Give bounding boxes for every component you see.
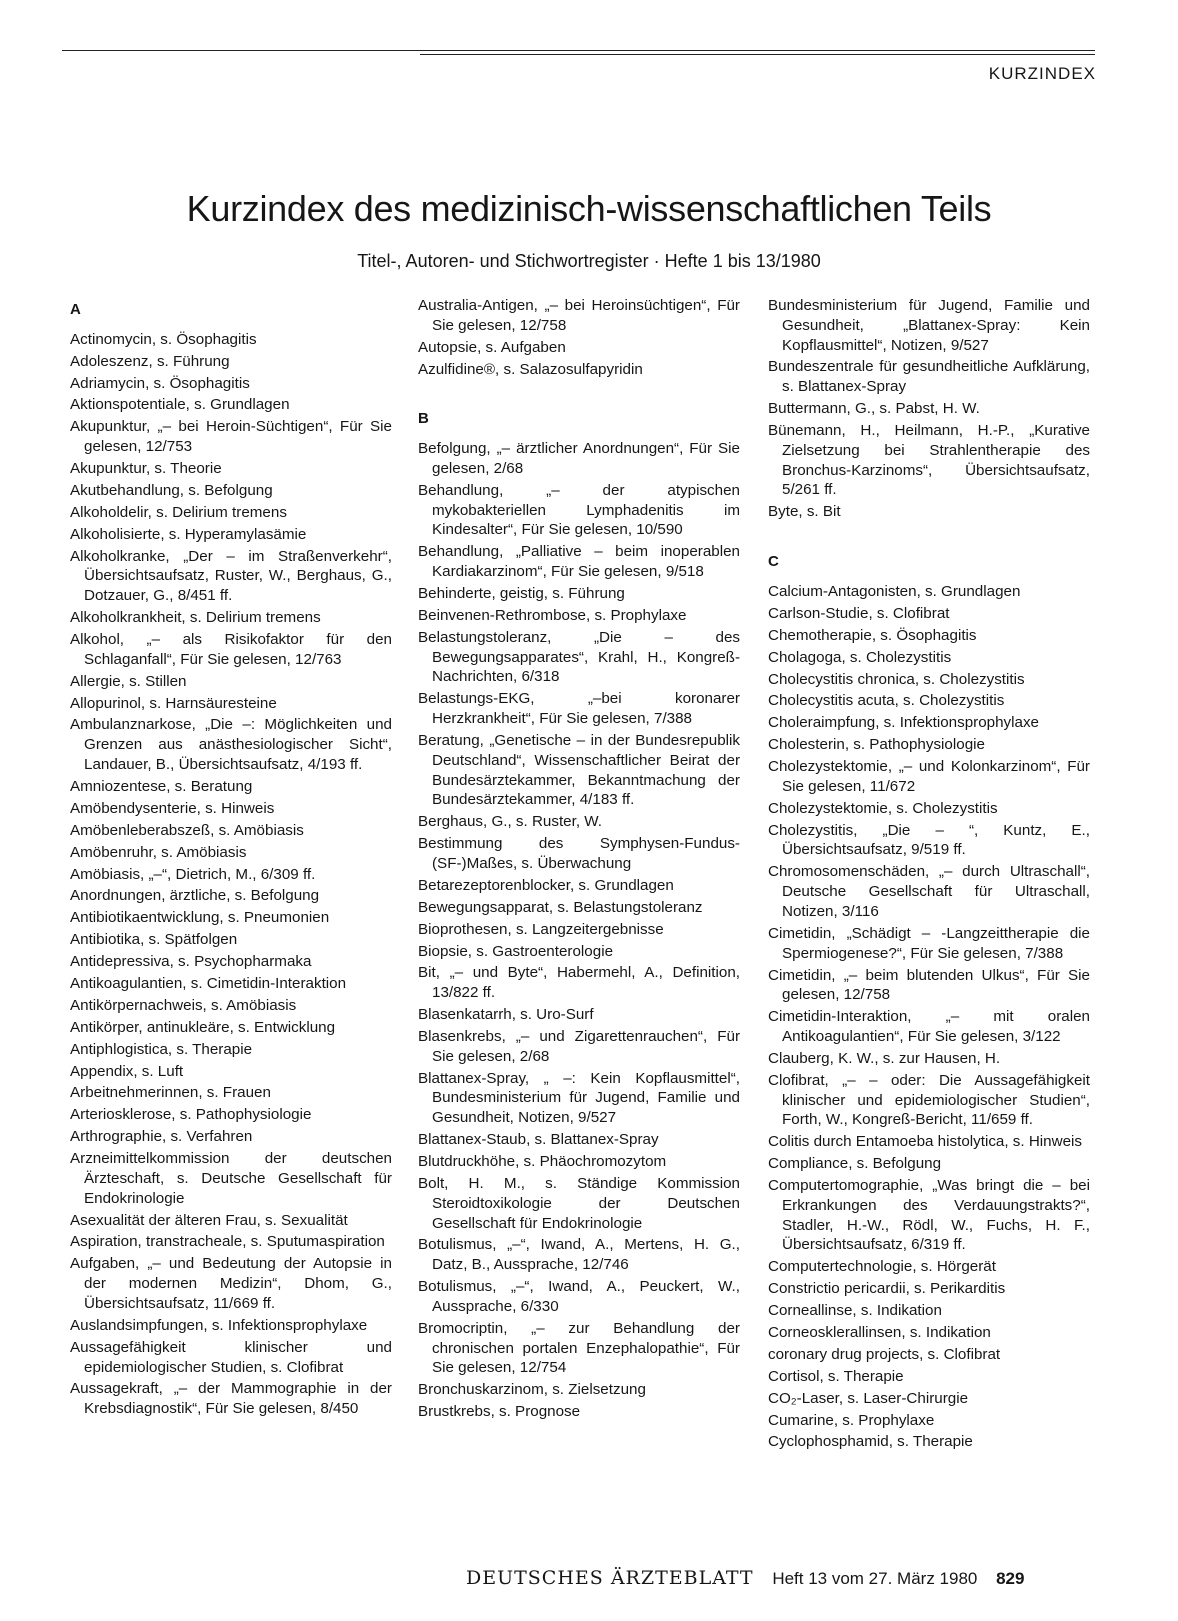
- index-entry: Appendix, s. Luft: [70, 1062, 184, 1080]
- index-entry: Azulfidine®, s. Salazosulfapyridin: [418, 360, 643, 378]
- index-entry: Botulismus, „–“, Iwand, A., Mertens, H. G., Datz, B., Aussprache, 12/746: [418, 1236, 740, 1274]
- index-entry: Aspiration, transtracheale, s. Sputumaspiration: [70, 1233, 385, 1251]
- index-entry: Cimetidin, „– beim blutenden Ulkus“, Für Sie gelesen, 12/758: [768, 966, 1090, 1004]
- index-entry: Antikörper, antinukleäre, s. Entwicklung: [70, 1018, 336, 1036]
- index-entry: Allopurinol, s. Harnsäuresteine: [70, 694, 277, 712]
- journal-name: DEUTSCHES ÄRZTEBLATT: [466, 1567, 754, 1589]
- index-entry: Behandlung, „Palliative – beim inoperablen Kardiakarzinom“, Für Sie gelesen, 9/518: [418, 543, 740, 581]
- index-entry: Clofibrat, „– – oder: Die Aussagefähigkeit klinischer und epidemiologischer Studien“, Forth, W., Kongreß-Bericht, 11/659 ff.: [768, 1071, 1090, 1129]
- index-entry: Colitis durch Entamoeba histolytica, s. Hinweis: [768, 1133, 1083, 1151]
- index-entry: Belastungs-EKG, „–bei koronarer Herzkrankheit“, Für Sie gelesen, 7/388: [418, 690, 740, 728]
- page-subtitle: Titel-, Autoren- und Stichwortregister · Hefte 1 bis 13/1980: [357, 251, 821, 271]
- index-entry: Blutdruckhöhe, s. Phäochromozytom: [418, 1153, 667, 1171]
- index-entry: Botulismus, „–“, Iwand, A., Peuckert, W., Aussprache, 6/330: [418, 1278, 740, 1315]
- index-entry: Bioprothesen, s. Langzeitergebnisse: [418, 920, 664, 938]
- index-entry: Cyclophosphamid, s. Therapie: [768, 1433, 973, 1451]
- index-entry: Amöbenleberabszeß, s. Amöbiasis: [70, 821, 304, 839]
- index-entry: Computertechnologie, s. Hörgerät: [768, 1258, 996, 1276]
- index-entry: Blattanex-Spray, „ –: Kein Kopflausmittel“, Bundesministerium für Jugend, Familie und Gesundheit, Notizen, 9/527: [418, 1069, 740, 1127]
- page-title: Kurzindex des medizinisch-wissenschaftlichen Teils: [186, 188, 992, 229]
- index-entry: Arteriosklerose, s. Pathophysiologie: [70, 1106, 312, 1124]
- index-entry: Compliance, s. Befolgung: [768, 1155, 942, 1173]
- index-entry: Arthrographie, s. Verfahren: [70, 1128, 253, 1146]
- index-entry: Actinomycin, s. Ösophagitis: [70, 330, 257, 348]
- index-entry: Cimetidin, „Schädigt – -Langzeittherapie die Spermiogenese?“, Für Sie gelesen, 7/388: [768, 924, 1090, 962]
- index-entry: Cumarine, s. Prophylaxe: [768, 1411, 935, 1429]
- index-column-3: [768, 296, 1090, 1454]
- top-rule: [62, 50, 1095, 51]
- index-entry: Bundesministerium für Jugend, Familie und Gesundheit, „Blattanex-Spray: Kein Kopflausmittel“, Notizen, 9/527: [768, 297, 1090, 354]
- index-entry: Chemotherapie, s. Ösophagitis: [768, 626, 977, 644]
- index-entry: Alkohol, „– als Risikofaktor für den Schlaganfall“, Für Sie gelesen, 12/763: [70, 630, 392, 668]
- index-entry: Brustkrebs, s. Prognose: [418, 1403, 581, 1421]
- index-entry: Amöbiasis, „–“, Dietrich, M., 6/309 ff.: [70, 865, 316, 883]
- index-entry: Cortisol, s. Therapie: [768, 1367, 904, 1385]
- index-entry: Ambulanznarkose, „Die –: Möglichkeiten und Grenzen aus anästhesiologischer Sicht“, Landauer, B., Übersichtsaufsatz, 4/193 ff.: [70, 716, 392, 774]
- index-entry: Cholecystitis chronica, s. Cholezystitis: [768, 670, 1025, 688]
- index-entry: Auslandsimpfungen, s. Infektionsprophylaxe: [70, 1316, 368, 1334]
- index-entry: Amniozentese, s. Beratung: [70, 777, 253, 795]
- index-entry: Cholagoga, s. Cholezystitis: [768, 648, 952, 666]
- index-entry: Carlson-Studie, s. Clofibrat: [768, 604, 950, 622]
- section-letter-b: B: [418, 410, 429, 428]
- index-entry: Adoleszenz, s. Führung: [70, 352, 230, 370]
- index-entry: Antibiotikaentwicklung, s. Pneumonien: [70, 909, 330, 927]
- index-entry: Cholezystektomie, „– und Kolonkarzinom“, Für Sie gelesen, 11/672: [768, 758, 1090, 795]
- index-entry: Belastungstoleranz, „Die – des Bewegungsapparates“, Krahl, H., Kongreß-Nachrichten, 6/318: [418, 628, 740, 686]
- issue-info: Heft 13 vom 27. März 1980: [772, 1569, 978, 1588]
- index-entry: Antikörpernachweis, s. Amöbiasis: [70, 996, 297, 1014]
- index-entry: Adriamycin, s. Ösophagitis: [70, 374, 250, 392]
- index-entry: Bünemann, H., Heilmann, H.-P., „Kurative Zielsetzung bei Strahlentherapie des Bronchus-Karzinoms“, Übersichtsaufsatz, 5/261 ff.: [768, 422, 1090, 499]
- index-entry: Bewegungsapparat, s. Belastungstoleranz: [418, 898, 703, 916]
- index-entry: Blattanex-Staub, s. Blattanex-Spray: [418, 1131, 659, 1149]
- index-entry: Bundeszentrale für gesundheitliche Aufklärung, s. Blattanex-Spray: [768, 358, 1090, 396]
- index-entry: Alkoholkranke, „Der – im Straßenverkehr“, Übersichtsaufsatz, Ruster, W., Berghaus, G., Dotzauer, G., 8/451 ff.: [70, 547, 392, 605]
- running-head: KURZINDEX: [988, 64, 1096, 83]
- section-letter-a: A: [70, 301, 81, 318]
- index-entry: Australia-Antigen, „– bei Heroinsüchtigen“, Für Sie gelesen, 12/758: [418, 297, 740, 334]
- index-entry: Biopsie, s. Gastroenterologie: [418, 942, 614, 960]
- index-column-1: [70, 296, 392, 1421]
- index-entry: Cimetidin-Interaktion, „– mit oralen Antikoagulantien“, Für Sie gelesen, 3/122: [768, 1008, 1090, 1045]
- index-entry: Aussagefähigkeit klinischer und epidemiologischer Studien, s. Clofibrat: [70, 1338, 392, 1376]
- section-letter-c: C: [768, 553, 779, 571]
- entry-list: [70, 330, 392, 1419]
- index-entry: Bit, „– und Byte“, Habermehl, A., Definition, 13/822 ff.: [418, 964, 740, 1002]
- index-entry: Bronchuskarzinom, s. Zielsetzung: [418, 1381, 646, 1399]
- index-entry: Antikoagulantien, s. Cimetidin-Interaktion: [70, 974, 347, 992]
- index-entry: Antiphlogistica, s. Therapie: [70, 1040, 253, 1058]
- index-entry: Cholesterin, s. Pathophysiologie: [768, 736, 985, 754]
- entry-list: [768, 296, 1090, 522]
- index-entry: Aufgaben, „– und Bedeutung der Autopsie in der modernen Medizin“, Dhom, G., Übersichtsaufsatz, 11/669 ff.: [70, 1255, 392, 1312]
- index-entry: Beinvenen-Rethrombose, s. Prophylaxe: [418, 606, 687, 624]
- index-entry: Corneallinse, s. Indikation: [768, 1302, 942, 1320]
- index-entry: Calcium-Antagonisten, s. Grundlagen: [768, 582, 1021, 600]
- index-entry: Alkoholisierte, s. Hyperamylasämie: [70, 525, 307, 543]
- index-entry: Akupunktur, s. Theorie: [70, 460, 222, 478]
- index-entry: Behinderte, geistig, s. Führung: [418, 585, 625, 603]
- index-entry: Bestimmung des Symphysen-Fundus-(SF-)Maßes, s. Überwachung: [418, 835, 740, 872]
- index-entry: Alkoholkrankheit, s. Delirium tremens: [70, 609, 321, 627]
- page-footer: [466, 1567, 1024, 1589]
- index-entry: Antidepressiva, s. Psychopharmaka: [70, 953, 312, 971]
- index-entry: Bromocriptin, „– zur Behandlung der chronischen portalen Enzephalopathie“, Für Sie gelesen, 12/754: [418, 1319, 740, 1377]
- index-entry: Asexualität der älteren Frau, s. Sexualität: [70, 1211, 348, 1229]
- index-entry: Autopsie, s. Aufgaben: [418, 338, 566, 356]
- entry-list: [418, 439, 740, 1422]
- index-entry: Arbeitnehmerinnen, s. Frauen: [70, 1084, 271, 1102]
- index-entry: Berghaus, G., s. Ruster, W.: [418, 813, 603, 831]
- index-entry: Chromosomenschäden, „– durch Ultraschall“, Deutsche Gesellschaft für Ultraschall, Notizen, 3/116: [768, 863, 1090, 920]
- index-entry: Alkoholdelir, s. Delirium tremens: [70, 503, 287, 521]
- index-entry: Blasenkatarrh, s. Uro-Surf: [418, 1006, 594, 1024]
- index-entry: Allergie, s. Stillen: [70, 672, 187, 690]
- index-entry: Bolt, H. M., s. Ständige Kommission Steroidtoxikologie der Deutschen Gesellschaft für Endokrinologie: [418, 1174, 740, 1232]
- index-entry: Beratung, „Genetische – in der Bundesrepublik Deutschland“, Wissenschaftlicher Beirat der Bundesärztekammer, Bekanntmachung der Bundesärztekammer, 4/183 ff.: [418, 731, 740, 809]
- index-entry: Computertomographie, „Was bringt die – bei Erkrankungen des Verdauungstrakts?“, Stadler, H.-W., Rödl, W., Fuchs, H. F., Übersichtsaufsatz, 6/319 ff.: [768, 1177, 1090, 1254]
- index-entry: Anordnungen, ärztliche, s. Befolgung: [70, 887, 320, 905]
- index-entry: Corneosklerallinsen, s. Indikation: [768, 1323, 991, 1341]
- index-entry: Cholezystektomie, s. Cholezystitis: [768, 799, 998, 817]
- entry-list: [768, 582, 1090, 1452]
- index-entry: Choleraimpfung, s. Infektionsprophylaxe: [768, 714, 1039, 732]
- index-entry: Clauberg, K. W., s. zur Hausen, H.: [768, 1049, 1001, 1067]
- index-entry: Akutbehandlung, s. Befolgung: [70, 481, 273, 499]
- index-entry: Betarezeptorenblocker, s. Grundlagen: [418, 876, 674, 894]
- index-entry: Amöbenruhr, s. Amöbiasis: [70, 843, 247, 861]
- index-entry: Befolgung, „– ärztlicher Anordnungen“, Für Sie gelesen, 2/68: [418, 440, 740, 477]
- entry-list: [418, 296, 740, 379]
- index-entry: Byte, s. Bit: [768, 503, 841, 521]
- index-entry: Cholezystitis, „Die – “, Kuntz, E., Übersichtsaufsatz, 9/519 ff.: [768, 821, 1090, 859]
- index-entry: Aussagekraft, „– der Mammographie in der Krebsdiagnostik“, Für Sie gelesen, 8/450: [70, 1380, 392, 1418]
- index-entry: Blasenkrebs, „– und Zigarettenrauchen“, Für Sie gelesen, 2/68: [418, 1027, 740, 1065]
- index-entry: Behandlung, „– der atypischen mykobakteriellen Lymphadenitis im Kindesalter“, Für Sie gelesen, 10/590: [418, 481, 740, 539]
- index-entry: Amöbendysenterie, s. Hinweis: [70, 799, 275, 817]
- index-entry: Akupunktur, „– bei Heroin-Süchtigen“, Für Sie gelesen, 12/753: [70, 418, 392, 456]
- index-entry: Aktionspotentiale, s. Grundlagen: [70, 396, 290, 414]
- index-entry: Cholecystitis acuta, s. Cholezystitis: [768, 692, 1005, 710]
- index-column-2: [418, 296, 740, 1424]
- page-number: 829: [996, 1569, 1025, 1588]
- index-entry: coronary drug projects, s. Clofibrat: [768, 1345, 1001, 1363]
- index-entry: Antibiotika, s. Spätfolgen: [70, 931, 238, 949]
- top-rule-secondary: [420, 54, 1095, 55]
- index-entry: Constrictio pericardii, s. Perikarditis: [768, 1280, 1006, 1298]
- index-entry: Buttermann, G., s. Pabst, H. W.: [768, 400, 980, 418]
- index-entry: Arzneimittelkommission der deutschen Ärzteschaft, s. Deutsche Gesellschaft für Endokrinologie: [70, 1150, 392, 1207]
- index-entry: CO₂-Laser, s. Laser-Chirurgie: [768, 1389, 969, 1407]
